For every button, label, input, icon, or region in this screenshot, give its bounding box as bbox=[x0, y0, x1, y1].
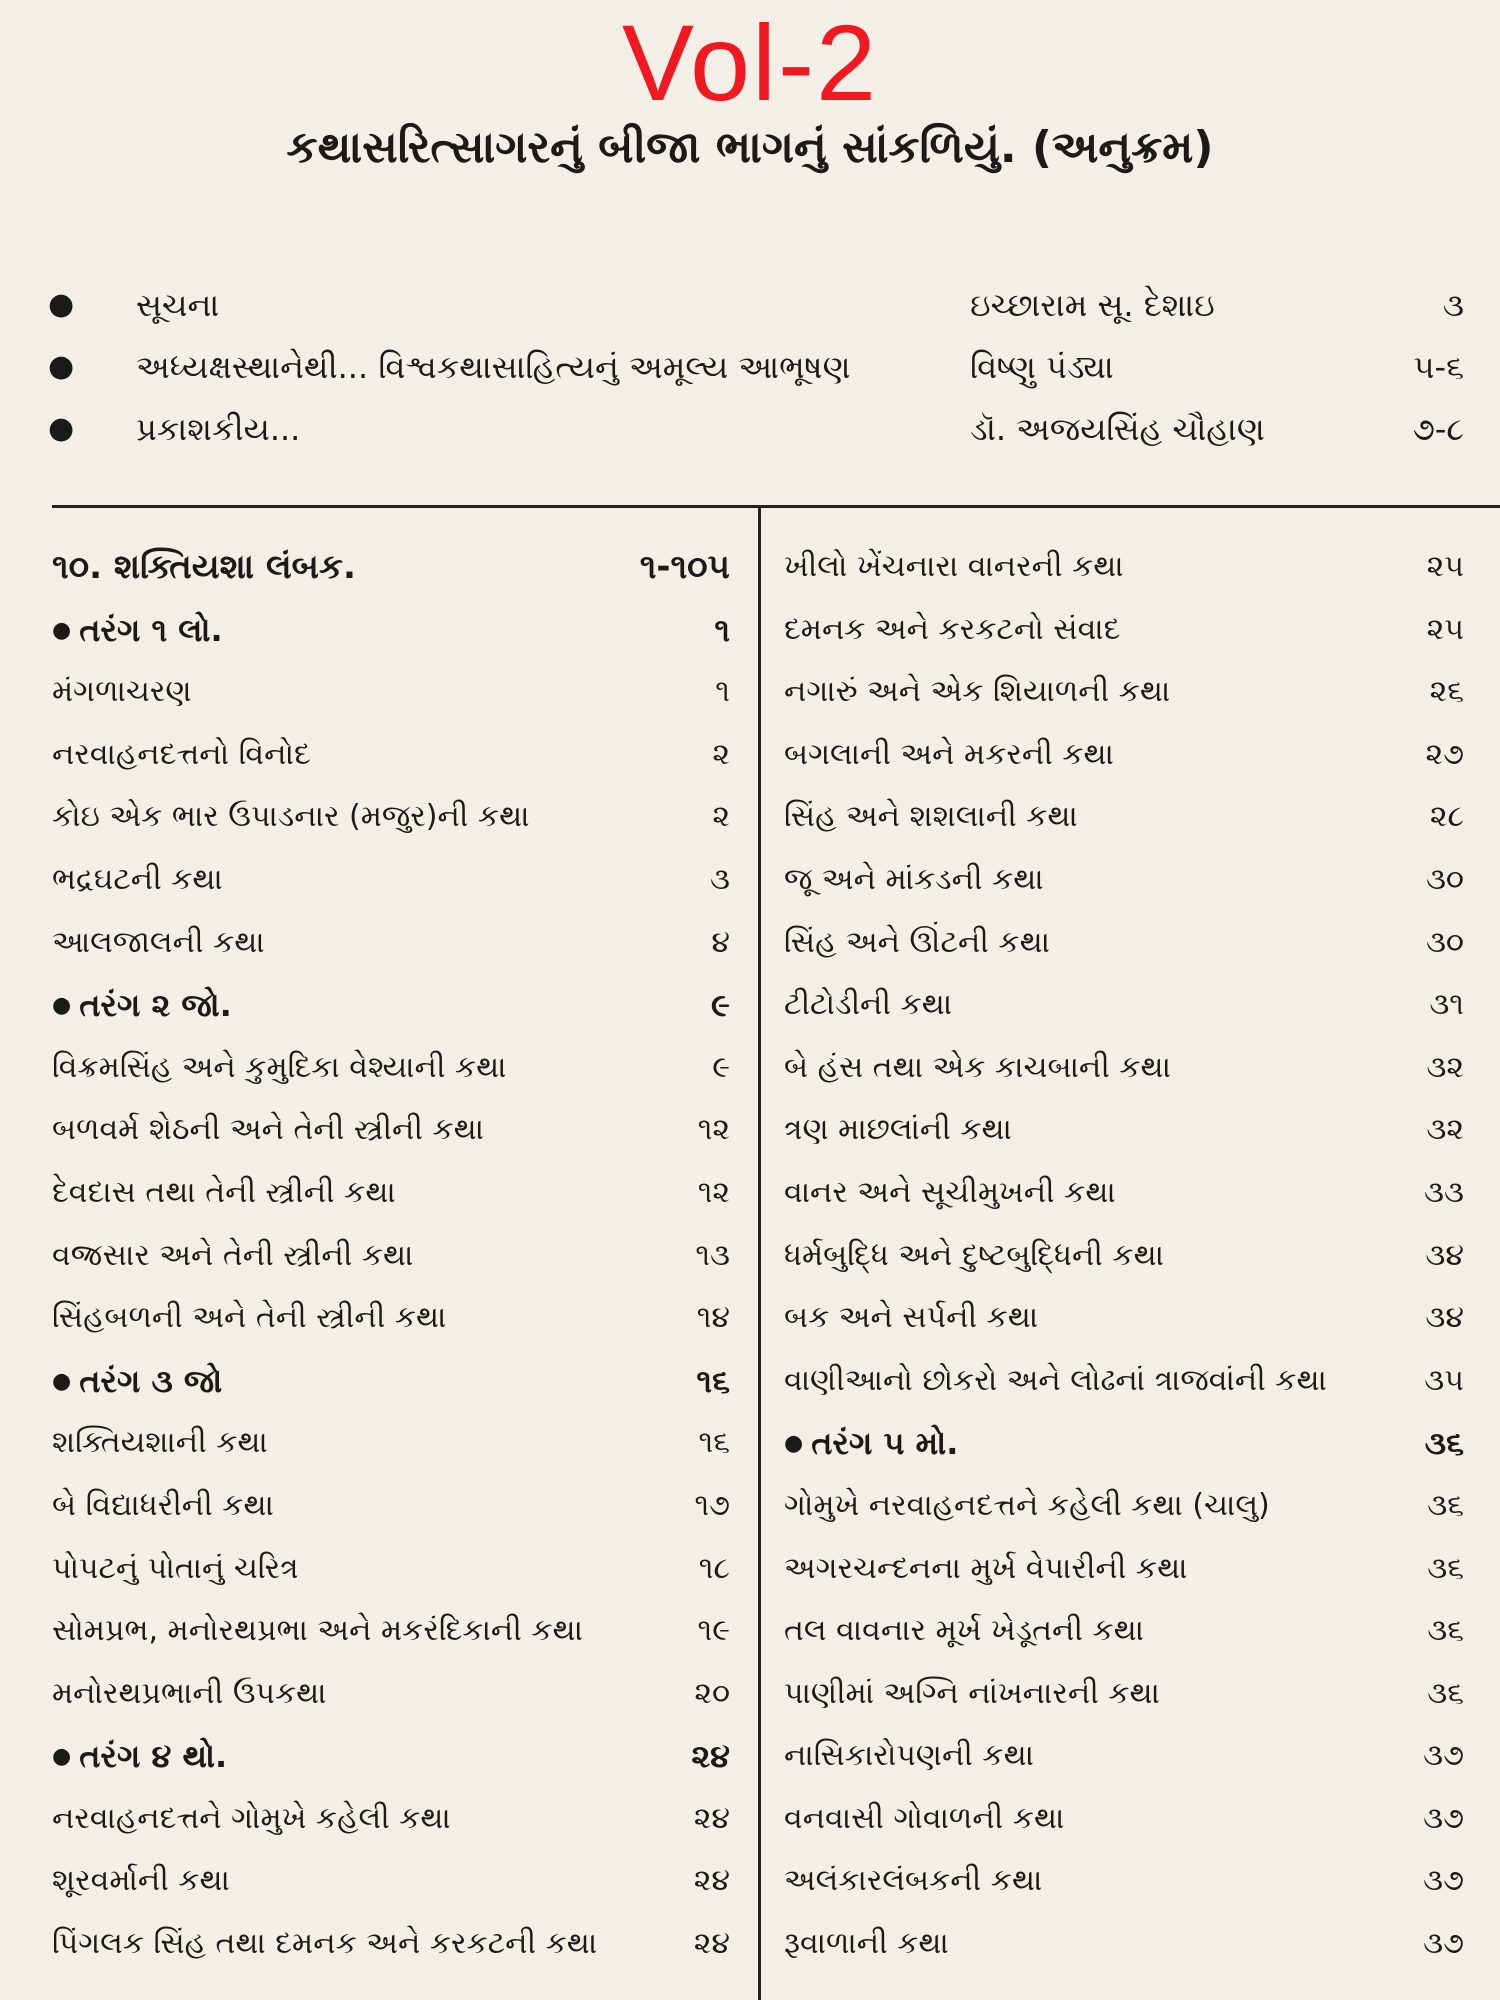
toc-entry-label: ● તરંગ ૧ લો. bbox=[52, 599, 223, 667]
toc-entry-page: ૧૮ bbox=[698, 1550, 730, 1586]
toc-entry-label: શક્તિયશાની કથા bbox=[52, 1425, 268, 1461]
toc-entry-page: ૧ bbox=[715, 674, 730, 710]
toc-entry-page: ૧૨ bbox=[697, 1174, 730, 1210]
toc-entry-label: તલ વાવનાર મૂર્ખ ખેડૂતની કથા bbox=[784, 1613, 1144, 1649]
toc-entry-label: ● તરંગ ૫ મો. bbox=[784, 1412, 958, 1480]
toc-entry bbox=[784, 536, 1464, 599]
toc-entry bbox=[784, 1725, 1464, 1788]
toc-entry bbox=[784, 849, 1464, 912]
intro-item-title: અધ્યક્ષસ્થાનેથી... વિશ્વકથાસાહિત્યનું અમૂલ્ય આભૂષણ bbox=[136, 348, 851, 386]
toc-entry bbox=[784, 1663, 1464, 1726]
toc-entry-label: નરવાહનદત્તને ગોમુખે કહેલી કથા bbox=[52, 1800, 451, 1836]
toc-entry-page: ૨ bbox=[712, 736, 730, 772]
toc-right-column bbox=[784, 536, 1464, 2000]
toc-entry-label: ● તરંગ ૩ જો bbox=[52, 1350, 222, 1418]
toc-entry bbox=[784, 1913, 1464, 1976]
toc-left-column bbox=[52, 536, 730, 2000]
toc-entry bbox=[52, 1412, 730, 1475]
toc-entry-label: મનોરથપ્રભાની ઉપકથા bbox=[52, 1675, 327, 1711]
toc-entry-label: જૂ અને માંકડની કથા bbox=[784, 861, 1044, 897]
toc-entry bbox=[784, 1099, 1464, 1162]
toc-entry bbox=[52, 912, 730, 975]
toc-entry-label: સિંહ અને શશલાની કથા bbox=[784, 799, 1078, 835]
toc-entry-label: બળવર્મ શેઠની અને તેની સ્ત્રીની કથા bbox=[52, 1112, 484, 1148]
toc-entry-label: સિંહ અને ઊંટની કથા bbox=[784, 924, 1050, 960]
toc-entry-page: ૩૦ bbox=[1425, 924, 1464, 960]
toc-entry bbox=[784, 1475, 1464, 1538]
toc-entry-label: કોઇ એક ભાર ઉપાડનાર (મજુર)ની કથા bbox=[52, 799, 530, 835]
toc-entry-page: ૩૨ bbox=[1426, 1049, 1464, 1085]
toc-entry-page: ૩૪ bbox=[1425, 1237, 1464, 1273]
toc-entry-label: વજ્રસાર અને તેની સ્ત્રીની કથા bbox=[52, 1237, 414, 1273]
toc-entry-page: ૧૬ bbox=[696, 1361, 730, 1400]
toc-entry-page: ૧૩ bbox=[695, 1237, 730, 1273]
toc-entry-page: ૧ bbox=[714, 610, 730, 649]
horizontal-divider bbox=[52, 505, 1500, 508]
intro-item bbox=[0, 404, 1500, 466]
toc-taranga-heading bbox=[52, 1725, 730, 1788]
intro-item-page: ૫-૬ bbox=[1413, 348, 1464, 386]
toc-entry-page: ૩૭ bbox=[1423, 1800, 1464, 1836]
toc-entry-page: ૨૬ bbox=[1429, 674, 1464, 710]
bullet-icon: ● bbox=[48, 287, 75, 322]
toc-entry-page: ૨૪ bbox=[693, 1926, 730, 1962]
toc-entry bbox=[784, 1850, 1464, 1913]
toc-entry-label: પાણીમાં અગ્નિ નાંખનારની કથા bbox=[784, 1675, 1160, 1711]
toc-entry-page: ૩ bbox=[710, 861, 730, 897]
toc-entry bbox=[52, 1663, 730, 1726]
toc-entry-label: દમનક અને કરકટનો સંવાદ bbox=[784, 611, 1121, 647]
toc-entry bbox=[52, 661, 730, 724]
toc-entry-page: ૩૬ bbox=[1427, 1550, 1464, 1586]
toc-entry-label: ૧૦. શક્તિયશા લંબક. bbox=[52, 547, 356, 587]
toc-entry bbox=[784, 974, 1464, 1037]
toc-entry-page: ૨ bbox=[712, 799, 730, 835]
toc-entry-label: શૂરવર્માની કથા bbox=[52, 1863, 230, 1899]
toc-entry bbox=[52, 1913, 730, 1976]
intro-item-page: ૩ bbox=[1442, 286, 1464, 324]
toc-entry-label: સિંહબળની અને તેની સ્ત્રીની કથા bbox=[52, 1300, 447, 1336]
toc-entry-label: વનવાસી ગોવાળની કથા bbox=[784, 1800, 1065, 1836]
toc-entry bbox=[52, 1600, 730, 1663]
toc-entry-label: ● તરંગ ૪ થો. bbox=[52, 1725, 227, 1793]
toc-entry-label: બક અને સર્પની કથા bbox=[784, 1300, 1039, 1336]
toc-entry-page: ૩૫ bbox=[1424, 1362, 1464, 1398]
toc-entry-label: બગલાની અને મકરની કથા bbox=[784, 736, 1114, 772]
toc-entry bbox=[784, 1538, 1464, 1601]
intro-item bbox=[0, 280, 1500, 342]
toc-entry bbox=[784, 786, 1464, 849]
toc-entry-page: ૩૧ bbox=[1429, 987, 1464, 1023]
toc-entry-page: ૯ bbox=[711, 986, 730, 1025]
toc-entry-page: ૩૩ bbox=[1424, 1174, 1464, 1210]
intro-item bbox=[0, 342, 1500, 404]
toc-entry-label: નાસિકારોપણની કથા bbox=[784, 1738, 1034, 1774]
toc-entry-label: ટીટોડીની કથા bbox=[784, 987, 953, 1023]
toc-entry bbox=[52, 1162, 730, 1225]
toc-entry bbox=[784, 1162, 1464, 1225]
toc-entry-page: ૧૨ bbox=[697, 1112, 730, 1148]
toc-entry-label: અલંકારલંબકની કથા bbox=[784, 1863, 1043, 1899]
toc-entry-page: ૧૯ bbox=[697, 1613, 730, 1649]
toc-entry-page: ૨૦ bbox=[694, 1675, 730, 1711]
toc-entry-label: વાનર અને સૂચીમુખની કથા bbox=[784, 1174, 1116, 1210]
toc-entry-label: મંગળાચરણ bbox=[52, 674, 192, 710]
toc-entry-label: આલજાલની કથા bbox=[52, 924, 265, 960]
toc-taranga-heading bbox=[52, 974, 730, 1037]
toc-entry-label: ભદ્રઘટની કથા bbox=[52, 861, 223, 897]
bullet-icon: ● bbox=[48, 349, 75, 384]
intro-list bbox=[0, 280, 1500, 466]
toc-entry-label: ધર્મબુદ્ધિ અને દુષ્ટબુદ્ધિની કથા bbox=[784, 1237, 1164, 1273]
toc-entry-page: ૧-૧૦૫ bbox=[639, 547, 730, 587]
toc-entry bbox=[784, 661, 1464, 724]
toc-entry bbox=[52, 1850, 730, 1913]
toc-entry bbox=[784, 599, 1464, 662]
toc-entry-label: બે હંસ તથા એક કાચબાની કથા bbox=[784, 1049, 1171, 1085]
toc-entry-page: ૪ bbox=[711, 924, 730, 960]
toc-entry-page: ૨૪ bbox=[693, 1863, 730, 1899]
intro-item-page: ૭-૮ bbox=[1412, 410, 1464, 448]
toc-entry-label: ગોમુખે નરવાહનદત્તને કહેલી કથા (ચાલુ) bbox=[784, 1487, 1270, 1523]
intro-item-author: ઇચ્છારામ સૂ. દેશાઇ bbox=[970, 286, 1215, 324]
toc-entry-label: ત્રણ માછલાંની કથા bbox=[784, 1112, 1012, 1148]
toc-entry bbox=[52, 724, 730, 787]
toc-entry-page: ૩૬ bbox=[1427, 1487, 1464, 1523]
toc-entry bbox=[52, 1475, 730, 1538]
toc-section-heading bbox=[52, 536, 730, 599]
toc-entry-page: ૯ bbox=[712, 1049, 730, 1085]
toc-entry-label: દેવદાસ તથા તેની સ્ત્રીની કથા bbox=[52, 1174, 396, 1210]
toc-entry bbox=[784, 1225, 1464, 1288]
toc-entry-page: ૩૦ bbox=[1425, 861, 1464, 897]
toc-taranga-heading bbox=[52, 599, 730, 662]
toc-entry-page: ૩૬ bbox=[1427, 1675, 1464, 1711]
volume-label: Vol-2 bbox=[621, 2, 879, 123]
toc-entry-label: વિક્રમસિંહ અને કુમુદિકા વેશ્યાની કથા bbox=[52, 1049, 507, 1085]
toc-entry-page: ૧૭ bbox=[694, 1487, 730, 1523]
toc-entry bbox=[784, 912, 1464, 975]
toc-entry-label: વાણીઆનો છોકરો અને લોઢનાં ત્રાજવાંની કથા bbox=[784, 1362, 1327, 1398]
toc-entry-label: સોમપ્રભ, મનોરથપ્રભા અને મકરંદિકાની કથા bbox=[52, 1613, 583, 1649]
intro-item-title: પ્રકાશકીય... bbox=[136, 410, 301, 448]
toc-entry-page: ૨૮ bbox=[1429, 799, 1464, 835]
toc-entry-label: પોપટનું પોતાનું ચરિત્ર bbox=[52, 1550, 299, 1586]
toc-entry-label: બે વિદ્યાધરીની કથા bbox=[52, 1487, 274, 1523]
toc-entry-page: ૨૫ bbox=[1426, 549, 1464, 584]
toc-entry-page: ૧૬ bbox=[698, 1425, 730, 1461]
toc-entry-page: ૩૭ bbox=[1423, 1863, 1464, 1899]
toc-entry-page: ૨૪ bbox=[693, 1800, 730, 1836]
toc-entry-label: રૂવાળાની કથા bbox=[784, 1926, 949, 1962]
toc-entry bbox=[52, 1287, 730, 1350]
toc-entry-page: ૩૭ bbox=[1423, 1738, 1464, 1774]
bullet-icon: ● bbox=[48, 411, 75, 446]
toc-entry-page: ૧૪ bbox=[696, 1300, 730, 1336]
toc-entry-label: નરવાહનદત્તનો વિનોદ bbox=[52, 736, 311, 772]
toc-entry-label: નગારું અને એક શિયાળની કથા bbox=[784, 674, 1171, 710]
toc-entry bbox=[784, 1788, 1464, 1851]
toc-entry-label: પિંગલક સિંહ તથા દમનક અને કરકટની કથા bbox=[52, 1926, 598, 1962]
toc-entry bbox=[52, 1225, 730, 1288]
intro-item-author: વિષ્ણુ પંડ્યા bbox=[970, 348, 1114, 386]
toc-entry bbox=[52, 1099, 730, 1162]
toc-entry-page: ૩૬ bbox=[1427, 1613, 1464, 1649]
toc-entry-label: અગરચન્દનના મુર્ખ વેપારીની કથા bbox=[784, 1550, 1188, 1586]
toc-entry bbox=[784, 1350, 1464, 1413]
toc-entry-page: ૨૭ bbox=[1425, 736, 1464, 772]
toc-entry bbox=[52, 1538, 730, 1601]
toc-entry bbox=[52, 1788, 730, 1851]
toc-entry-page: ૩૭ bbox=[1423, 1926, 1464, 1962]
toc-entry-page: ૨૪ bbox=[691, 1737, 730, 1776]
toc-entry bbox=[52, 786, 730, 849]
toc-taranga-heading bbox=[52, 1350, 730, 1413]
toc-entry bbox=[784, 1600, 1464, 1663]
toc-entry bbox=[784, 724, 1464, 787]
toc-entry-page: ૩૨ bbox=[1426, 1112, 1464, 1148]
toc-entry-page: ૨૫ bbox=[1426, 611, 1464, 647]
toc-entry bbox=[784, 1287, 1464, 1350]
intro-item-author: ડૉ. અજયસિંહ ચૌહાણ bbox=[970, 410, 1265, 448]
toc-entry-page: ૩૬ bbox=[1424, 1424, 1464, 1463]
toc-entry bbox=[52, 1037, 730, 1100]
intro-item-title: સૂચના bbox=[136, 286, 220, 324]
page-title: કથાસરિત્સાગરનું બીજા ભાગનું સાંકળિયું. (અનુક્રમ) bbox=[286, 122, 1214, 173]
toc-taranga-heading bbox=[784, 1412, 1464, 1475]
toc-entry bbox=[784, 1037, 1464, 1100]
toc-entry bbox=[52, 849, 730, 912]
toc-entry-label: ખીલો ખેંચનારા વાનરની કથા bbox=[784, 549, 1124, 584]
column-divider bbox=[758, 506, 761, 2000]
toc-entry-label: ● તરંગ ૨ જો. bbox=[52, 974, 232, 1042]
toc-entry-page: ૩૪ bbox=[1425, 1300, 1464, 1336]
